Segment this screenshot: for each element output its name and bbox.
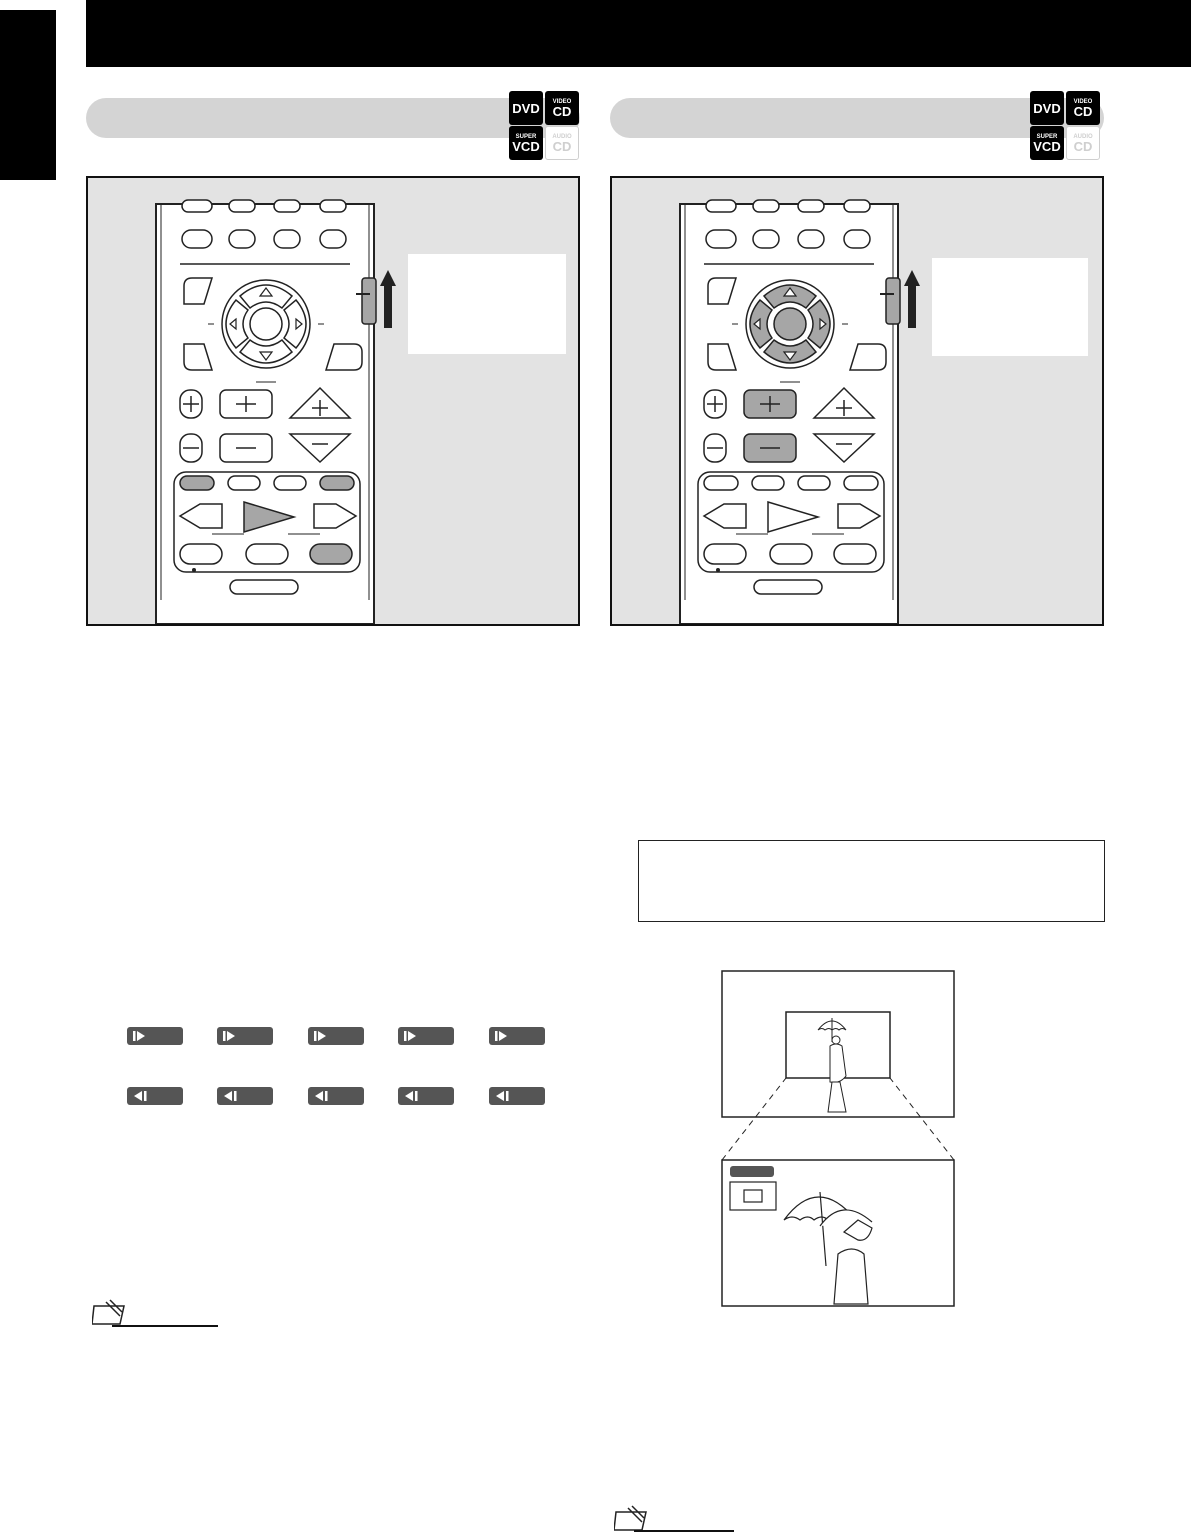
note-underline-right [634, 1530, 734, 1532]
video-cd-badge: VIDEO CD [545, 91, 579, 125]
info-box [638, 840, 1105, 922]
section-bar-left [86, 98, 580, 138]
note-pencil-icon [92, 1298, 132, 1328]
note-underline-left [112, 1325, 218, 1327]
remote-control-illustration [612, 178, 1102, 624]
super-vcd-badge: SUPER VCD [1030, 126, 1064, 160]
callout-box-right [932, 258, 1088, 356]
callout-box-left [408, 254, 566, 354]
language-side-tab [0, 10, 56, 180]
dvd-badge: DVD [509, 91, 543, 125]
forward-slow-motion-icon [398, 1027, 454, 1045]
reverse-slow-motion-icon [217, 1087, 273, 1105]
reverse-slow-motion-icon [398, 1087, 454, 1105]
dvd-badge: DVD [1030, 91, 1064, 125]
page-header-bar [86, 0, 1191, 67]
forward-slow-motion-icon [127, 1027, 183, 1045]
reverse-slow-motion-icon [127, 1087, 183, 1105]
video-cd-badge: VIDEO CD [1066, 91, 1100, 125]
zoom-frame-illustration [720, 970, 960, 1310]
remote-panel-right [610, 176, 1104, 626]
audio-cd-badge: AUDIO CD [1066, 126, 1100, 160]
super-vcd-badge: SUPER VCD [509, 126, 543, 160]
reverse-slow-motion-icon [489, 1087, 545, 1105]
reverse-slow-motion-icon [308, 1087, 364, 1105]
forward-slow-motion-icon [217, 1027, 273, 1045]
remote-control-illustration [88, 178, 578, 624]
forward-slow-motion-icon [489, 1027, 545, 1045]
slide-switch-arrow-icon [380, 270, 396, 328]
audio-cd-badge: AUDIO CD [545, 126, 579, 160]
remote-panel-left [86, 176, 580, 626]
forward-slow-motion-icon [308, 1027, 364, 1045]
slide-switch-arrow-icon [904, 270, 920, 328]
